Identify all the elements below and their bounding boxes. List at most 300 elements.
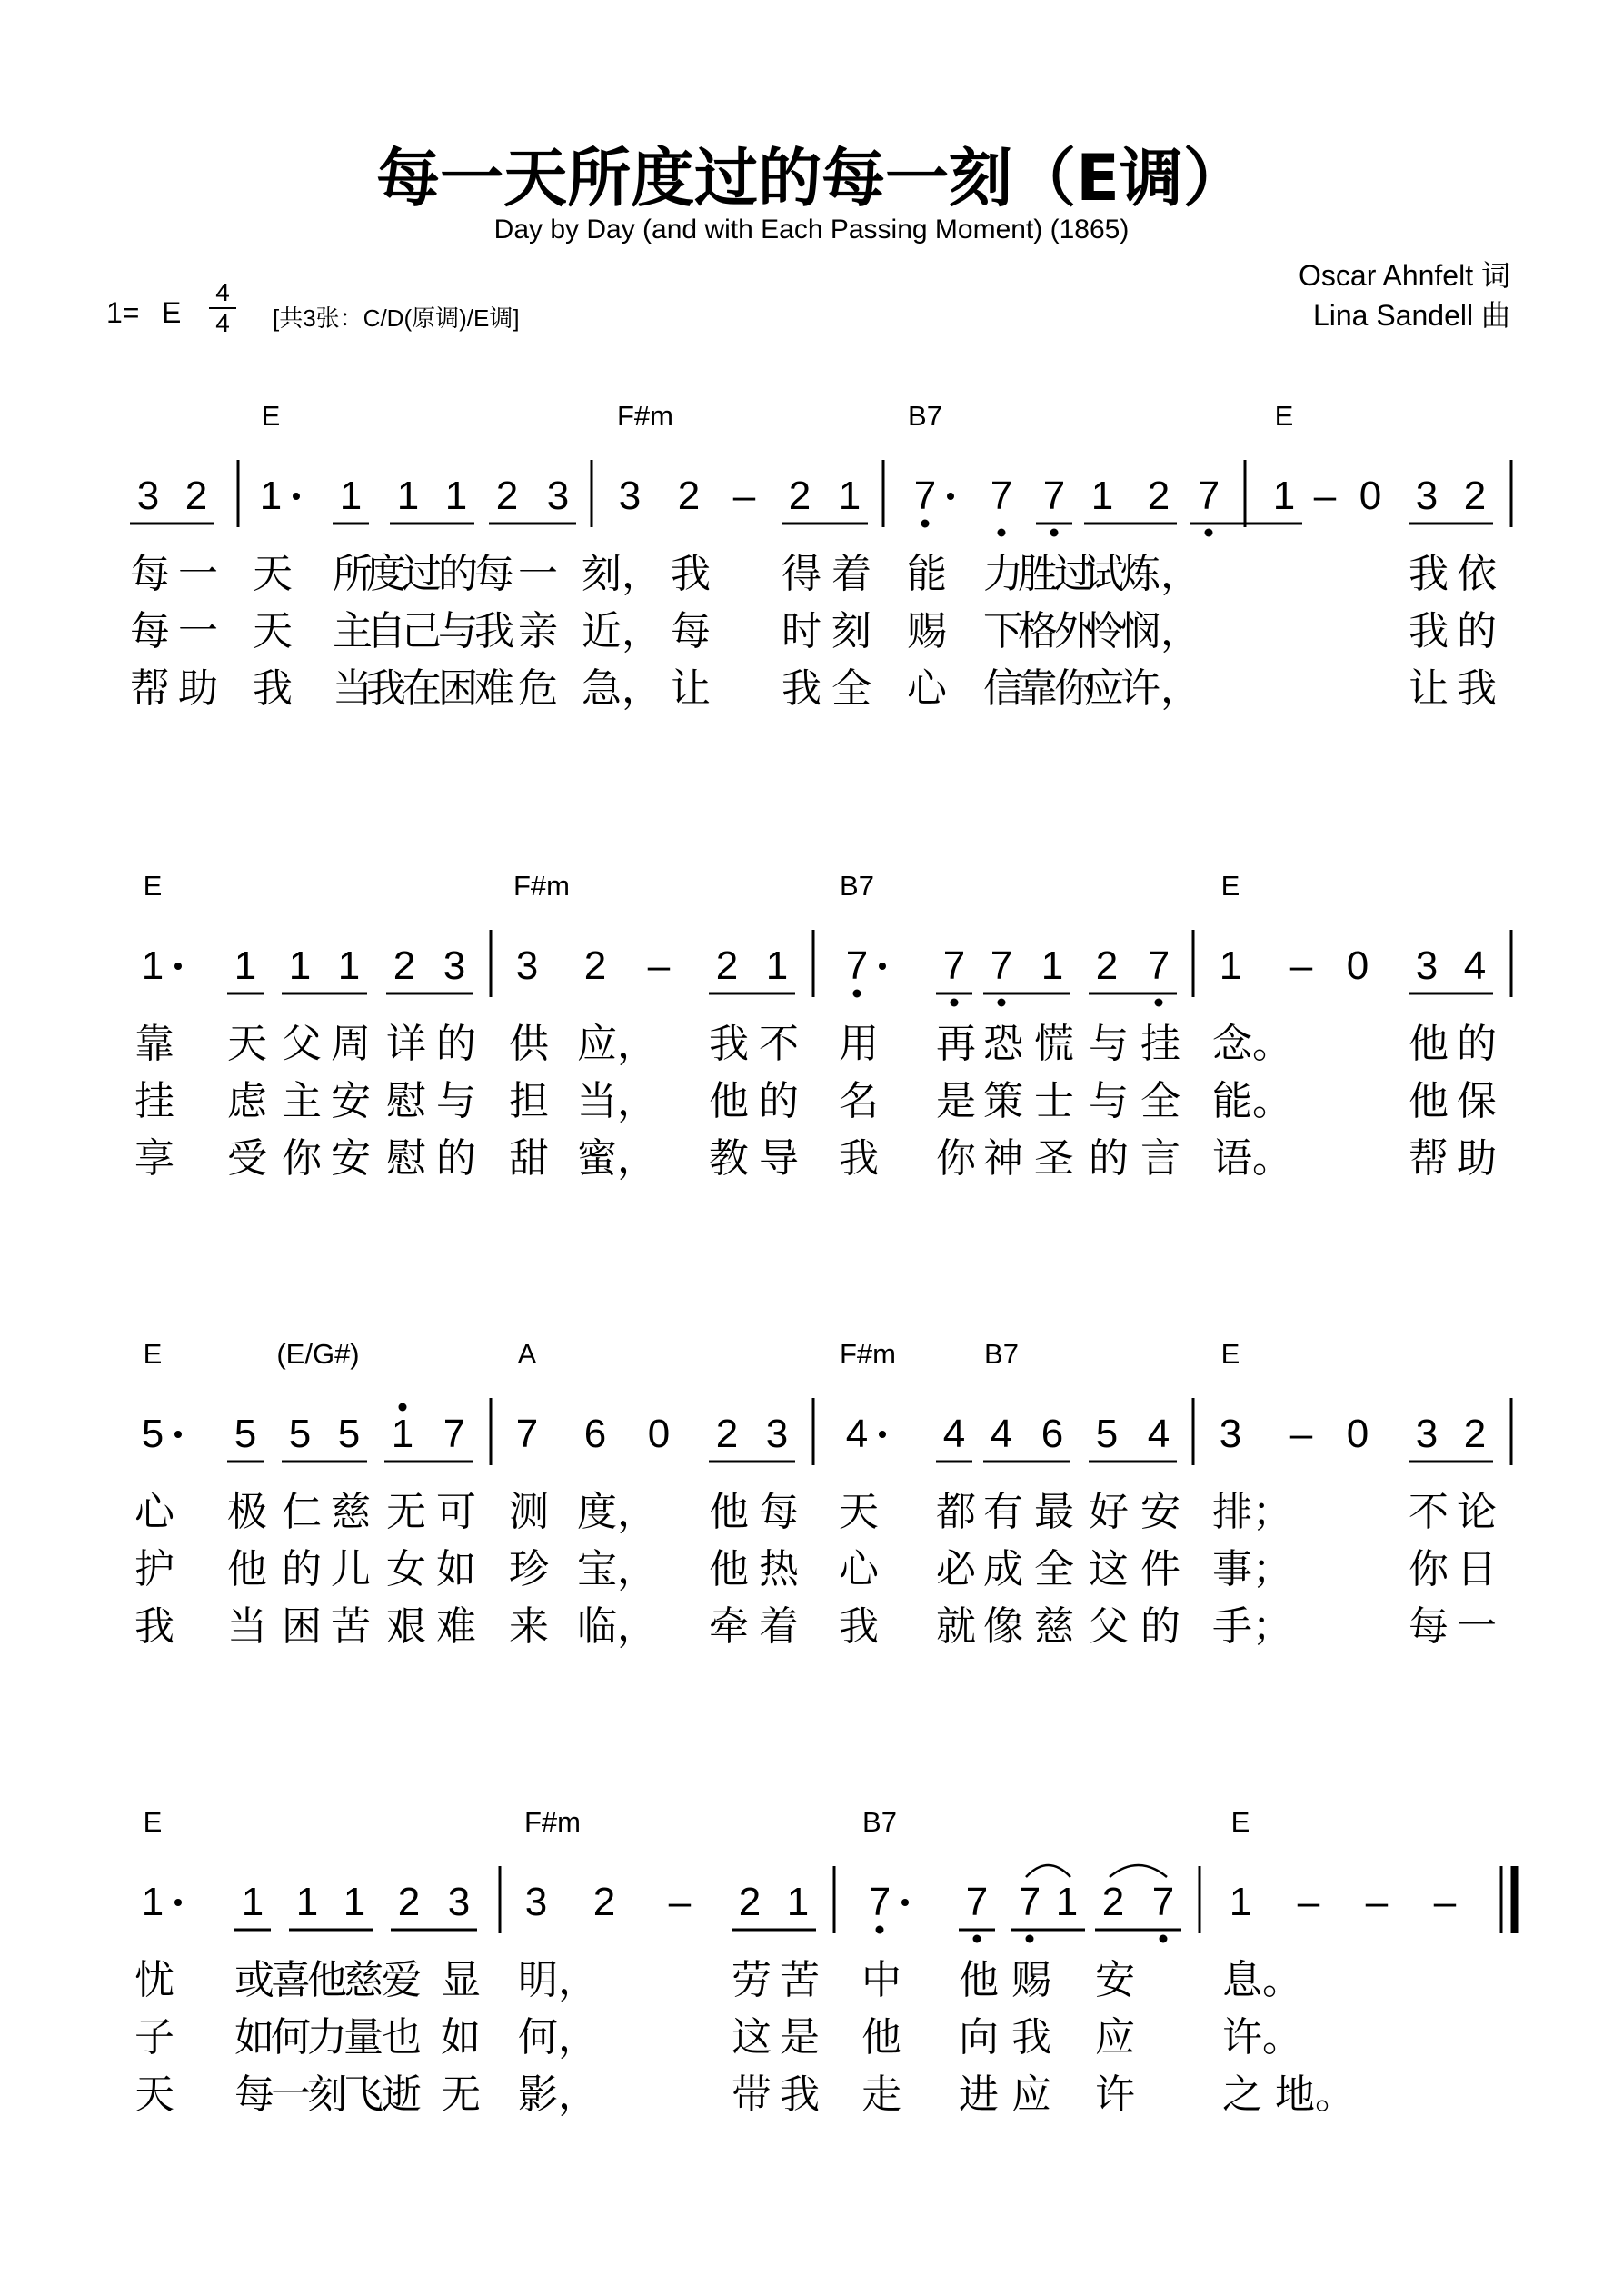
lyric-syllable: 是 (936, 1078, 976, 1124)
jianpu-note: 1 (786, 1880, 810, 1924)
lyric-syllable: 能。 (1212, 1078, 1292, 1124)
chord-symbol: F#m (617, 400, 673, 432)
dash-note: – (1289, 943, 1313, 988)
lyric-syllable: 让 (671, 665, 711, 712)
lyric-syllable: 导 (759, 1135, 799, 1182)
low-octave-dot (1050, 529, 1059, 537)
lyric-syllable: 日 (1457, 1546, 1497, 1592)
lyric-syllable: 全 (831, 665, 871, 712)
lyric-syllable: 好 (1089, 1489, 1129, 1535)
lyric-syllable: 我 (671, 551, 711, 597)
lyric-syllable: 我 (366, 665, 406, 712)
lyric-syllable: 言 (1140, 1135, 1180, 1182)
jianpu-note: 1 (1272, 474, 1296, 518)
lyric-syllable: 手； (1212, 1603, 1292, 1650)
lyric-syllable: 你 (1409, 1546, 1449, 1592)
lyric-syllable: 供 (509, 1021, 549, 1067)
jianpu-note: 7 (1197, 474, 1220, 518)
jianpu-note: 7 (515, 1412, 539, 1456)
lyric-syllable: 格 (1018, 608, 1058, 654)
lyric-syllable: 劳 (732, 1957, 772, 2003)
lyric-syllable: 热 (759, 1546, 799, 1592)
lyric-syllable: 我 (839, 1135, 879, 1182)
lyric-syllable: 护 (134, 1546, 174, 1592)
jianpu-note: 1 (259, 474, 283, 518)
lyric-syllable: 度 (366, 551, 406, 597)
lyric-syllable: 教 (709, 1135, 749, 1182)
lyric-syllable: 女 (386, 1546, 426, 1592)
jianpu-note: 7 (845, 943, 869, 988)
lyric-syllable: 爱 (382, 1957, 422, 2003)
lyric-syllable: 是 (780, 2014, 820, 2061)
jianpu-note: 1 (339, 474, 363, 518)
lyric-syllable: 慈 (344, 1957, 383, 2003)
lyric-syllable: 难 (474, 665, 514, 712)
lyric-syllable: 语。 (1212, 1135, 1292, 1182)
lyric-syllable: 急， (582, 665, 662, 712)
augmentation-dot (879, 963, 886, 970)
low-octave-dot (998, 999, 1006, 1007)
lyric-syllable: 这 (732, 2014, 772, 2061)
jianpu-note: 5 (337, 1412, 361, 1456)
augmentation-dot (174, 963, 182, 970)
augmentation-dot (947, 493, 954, 500)
jianpu-note: 2 (397, 1880, 421, 1924)
lyric-syllable: 中 (861, 1957, 901, 2003)
lyric-syllable: 苦 (331, 1603, 371, 1650)
lyric-syllable: 让 (1409, 665, 1449, 712)
lyric-syllable: 儿 (331, 1546, 371, 1592)
dash-note: – (1313, 474, 1337, 518)
chord-symbol: E (143, 870, 163, 902)
lyric-syllable: 我 (134, 1603, 174, 1650)
lyric-syllable: 甜 (509, 1135, 549, 1182)
lyric-syllable: 过 (1054, 551, 1094, 597)
jianpu-note: 7 (443, 1412, 466, 1456)
lyric-syllable: 得 (782, 551, 821, 597)
lyric-syllable: 有 (983, 1489, 1023, 1535)
jianpu-note: 0 (1346, 1412, 1369, 1456)
jianpu-note: 7 (942, 943, 966, 988)
jianpu-note: 1 (141, 1880, 164, 1924)
lyric-syllable: 的 (1457, 608, 1497, 654)
lyric-syllable: 力 (983, 551, 1023, 597)
lyric-syllable: 再 (936, 1021, 976, 1067)
lyric-syllable: 许， (1120, 665, 1200, 712)
lyric-syllable: 他 (709, 1489, 749, 1535)
jianpu-note: 6 (583, 1412, 607, 1456)
dash-note: – (1297, 1880, 1320, 1924)
jianpu-note: 7 (1042, 474, 1066, 518)
lyricist-credit: Oscar Ahnfelt 词 (1299, 259, 1510, 292)
chord-symbol: E (1220, 870, 1240, 902)
lyric-syllable: 难 (436, 1603, 476, 1650)
jianpu-note: 3 (1219, 1412, 1242, 1456)
low-octave-dot (876, 1926, 884, 1934)
lyric-syllable: 一 (271, 2071, 311, 2118)
lyric-syllable: 挂 (134, 1078, 174, 1124)
jianpu-note: 1 (1055, 1880, 1079, 1924)
dash-note: – (732, 474, 756, 518)
lyric-syllable: 慰 (386, 1078, 426, 1124)
lyric-syllable: 天 (134, 2071, 174, 2118)
lyric-syllable: 极 (227, 1489, 267, 1535)
jianpu-note: 3 (618, 474, 642, 518)
jianpu-note: 2 (677, 474, 701, 518)
lyric-syllable: 当 (227, 1603, 267, 1650)
lyric-syllable: 赐 (1011, 1957, 1051, 2003)
jianpu-note: 7 (913, 474, 937, 518)
jianpu-note: 1 (1090, 474, 1114, 518)
chord-symbol: E (261, 400, 281, 432)
lyric-syllable: 就 (936, 1603, 976, 1650)
lyric-syllable: 一 (518, 551, 558, 597)
jianpu-note: 2 (495, 474, 519, 518)
lyric-syllable: 刻， (582, 551, 662, 597)
jianpu-note: 3 (546, 474, 570, 518)
lyric-syllable: 炼， (1120, 551, 1200, 597)
jianpu-note: 1 (141, 943, 164, 988)
jianpu-note: 3 (447, 1880, 471, 1924)
jianpu-note: 0 (647, 1412, 671, 1456)
jianpu-note: 1 (1229, 1880, 1252, 1924)
lyric-syllable: 主 (333, 608, 373, 654)
jianpu-note: 7 (965, 1880, 989, 1924)
jianpu-note: 2 (1095, 943, 1119, 988)
jianpu-note: 4 (1147, 1412, 1170, 1456)
lyric-syllable: 的 (1140, 1603, 1180, 1650)
jianpu-note: 1 (288, 943, 312, 988)
lyric-syllable: 珍 (509, 1546, 549, 1592)
lyric-syllable: 必 (936, 1546, 976, 1592)
jianpu-note: 2 (715, 943, 739, 988)
lyric-syllable: 慌 (1034, 1021, 1074, 1067)
lyric-syllable: 依 (1457, 551, 1497, 597)
lyric-syllable: 像 (983, 1603, 1023, 1650)
lyric-syllable: 慈 (1034, 1603, 1074, 1650)
lyric-syllable: 用 (839, 1021, 879, 1067)
lyric-syllable: 全 (1140, 1078, 1180, 1124)
lyric-syllable: 圣 (1034, 1135, 1074, 1182)
lyric-syllable: 每 (474, 551, 514, 597)
lyric-syllable: 我 (782, 665, 821, 712)
lyric-syllable: 艰 (386, 1603, 426, 1650)
lyric-syllable: 的 (1457, 1021, 1497, 1067)
lyric-syllable: 成 (983, 1546, 1023, 1592)
tie-arc (1110, 1865, 1167, 1877)
lyric-syllable: 每 (130, 608, 170, 654)
key-note: [共3张：C/D(原调)/E调] (273, 304, 520, 332)
jianpu-note: 2 (393, 943, 416, 988)
lyric-syllable: 的 (1089, 1135, 1129, 1182)
lyric-syllable: 靠 (1018, 665, 1058, 712)
lyric-syllable: 我 (253, 665, 293, 712)
low-octave-dot (921, 520, 930, 528)
lyric-syllable: 论 (1457, 1489, 1497, 1535)
lyric-syllable: 挂 (1140, 1021, 1180, 1067)
lyric-syllable: 怜 (1084, 608, 1124, 654)
lyric-syllable: 着 (831, 551, 871, 597)
lyric-syllable: 能 (907, 551, 947, 597)
lyric-syllable: 都 (936, 1489, 976, 1535)
chord-symbol: F#m (513, 870, 570, 902)
lyric-syllable: 每 (234, 2071, 274, 2118)
jianpu-note: 5 (234, 1412, 257, 1456)
lyric-syllable: 念。 (1212, 1021, 1292, 1067)
composer-credit: Lina Sandell 曲 (1312, 299, 1510, 332)
lyric-syllable: 你 (1054, 665, 1094, 712)
lyric-syllable: 策 (983, 1078, 1023, 1124)
lyric-syllable: 安 (1140, 1489, 1180, 1535)
lyric-syllable: 安 (331, 1078, 371, 1124)
lyric-syllable: 助 (178, 665, 218, 712)
jianpu-note: 1 (396, 474, 420, 518)
jianpu-note: 3 (765, 1412, 789, 1456)
lyric-syllable: 向 (959, 2014, 999, 2061)
lyric-syllable: 影， (518, 2071, 598, 2118)
chord-symbol: E (143, 1806, 163, 1838)
jianpu-note: 7 (1147, 943, 1170, 988)
lyric-syllable: 的 (436, 1021, 476, 1067)
lyric-syllable: 他 (959, 1957, 999, 2003)
lyric-syllable: 一 (1457, 1603, 1497, 1650)
lyric-syllable: 心 (839, 1546, 879, 1592)
lyric-syllable: 当， (577, 1078, 657, 1124)
jianpu-note: 6 (1041, 1412, 1064, 1456)
jianpu-note: 1 (234, 943, 257, 988)
lyric-syllable: 每 (759, 1489, 799, 1535)
augmentation-dot (901, 1899, 909, 1906)
lyric-syllable: 无 (441, 2071, 481, 2118)
lyric-syllable: 忧 (134, 1957, 174, 2003)
lyric-syllable: 与 (438, 608, 478, 654)
lyric-syllable: 神 (983, 1135, 1023, 1182)
jianpu-note: 1 (295, 1880, 319, 1924)
lyric-syllable: 飞 (344, 2071, 383, 2118)
lyric-syllable: 喜 (271, 1957, 311, 2003)
lyric-syllable: 进 (959, 2071, 999, 2118)
jianpu-note: 5 (288, 1412, 312, 1456)
chord-symbol: B7 (984, 1338, 1019, 1370)
lyric-syllable: 刻 (307, 2071, 347, 2118)
lyric-syllable: 如 (436, 1546, 476, 1592)
dash-note: – (668, 1880, 692, 1924)
low-octave-dot (1205, 529, 1213, 537)
jianpu-note: 2 (1101, 1880, 1125, 1924)
chord-symbol: B7 (908, 400, 942, 432)
jianpu-note: 2 (1463, 1412, 1487, 1456)
jianpu-note: 2 (1463, 474, 1487, 518)
lyric-syllable: 当 (333, 665, 373, 712)
lyric-syllable: 之 地。 (1222, 2071, 1355, 2118)
lyric-syllable: 许。 (1222, 2014, 1302, 2061)
lyric-syllable: 苦 (780, 1957, 820, 2003)
jianpu-note: 7 (868, 1880, 891, 1924)
lyric-syllable: 他 (861, 2014, 901, 2061)
lyric-syllable: 困 (438, 665, 478, 712)
lyric-syllable: 助 (1457, 1135, 1497, 1182)
lyric-syllable: 所 (333, 551, 373, 597)
lyric-syllable: 帮 (1409, 1135, 1449, 1182)
lyric-syllable: 天 (253, 551, 293, 597)
lyric-syllable: 这 (1089, 1546, 1129, 1592)
lyric-syllable: 全 (1034, 1546, 1074, 1592)
chord-symbol: B7 (862, 1806, 897, 1838)
lyric-syllable: 在 (402, 665, 442, 712)
jianpu-note: 2 (788, 474, 812, 518)
dash-note: – (1433, 1880, 1457, 1924)
jianpu-note: 5 (141, 1412, 164, 1456)
lyric-syllable: 保 (1457, 1078, 1497, 1124)
jianpu-note: 1 (1219, 943, 1242, 988)
lyric-syllable: 也 (382, 2014, 422, 2061)
jianpu-note: 3 (524, 1880, 548, 1924)
lyric-syllable: 安 (331, 1135, 371, 1182)
lyric-syllable: 我 (1011, 2014, 1051, 2061)
lyric-syllable: 件 (1140, 1546, 1180, 1592)
chord-symbol: B7 (840, 870, 874, 902)
lyric-syllable: 亲 (518, 608, 558, 654)
lyric-syllable: 量 (344, 2014, 383, 2061)
lyric-syllable: 逝 (382, 2071, 422, 2118)
lyric-syllable: 应 (1095, 2014, 1135, 2061)
song-title: 每一天所度过的每一刻（E调） (376, 141, 1247, 215)
lyric-syllable: 蜜， (577, 1135, 657, 1182)
lyric-syllable: 下 (983, 608, 1023, 654)
lyric-syllable: 虑 (227, 1078, 267, 1124)
lyric-syllable: 度， (577, 1489, 657, 1535)
jianpu-note: 4 (990, 1412, 1013, 1456)
jianpu-note: 3 (1415, 943, 1439, 988)
lyric-syllable: 我 (1409, 551, 1449, 597)
lyric-syllable: 他 (709, 1078, 749, 1124)
jianpu-note: 3 (515, 943, 539, 988)
time-signature-bottom: 4 (215, 309, 230, 337)
lyric-syllable: 他 (1409, 1078, 1449, 1124)
jianpu-note: 7 (1018, 1880, 1041, 1924)
lyric-syllable: 信 (983, 665, 1023, 712)
lyric-syllable: 天 (253, 608, 293, 654)
lyric-syllable: 临， (577, 1603, 657, 1650)
lyric-syllable: 我 (1457, 665, 1497, 712)
jianpu-note: 3 (443, 943, 466, 988)
lyric-syllable: 外 (1054, 608, 1094, 654)
lyric-syllable: 与 (1089, 1078, 1129, 1124)
jianpu-note: 2 (592, 1880, 616, 1924)
lyric-syllable: 排； (1212, 1489, 1292, 1535)
augmentation-dot (174, 1899, 182, 1906)
jianpu-note: 1 (337, 943, 361, 988)
low-octave-dot (951, 999, 959, 1007)
key-name: E (162, 296, 182, 329)
lyric-syllable: 心 (907, 665, 947, 712)
jianpu-note: 1 (838, 474, 861, 518)
lyric-syllable: 每 (130, 551, 170, 597)
jianpu-note: 1 (241, 1880, 264, 1924)
lyric-syllable: 走 (861, 2071, 901, 2118)
lyric-syllable: 与 (436, 1078, 476, 1124)
lyric-syllable: 可 (436, 1489, 476, 1535)
augmentation-dot (293, 493, 300, 500)
lyric-syllable: 应， (577, 1021, 657, 1067)
jianpu-note: 2 (1147, 474, 1170, 518)
chord-symbol: F#m (840, 1338, 896, 1370)
lyric-syllable: 悯， (1120, 608, 1200, 654)
low-octave-dot (853, 990, 861, 998)
lyric-syllable: 时 (782, 608, 821, 654)
dash-note: – (1289, 1412, 1313, 1456)
lyric-syllable: 我 (709, 1021, 749, 1067)
time-signature-top: 4 (215, 278, 230, 306)
lyric-syllable: 何 (271, 2014, 311, 2061)
lyric-syllable: 赐 (907, 608, 947, 654)
lyric-syllable: 我 (474, 608, 514, 654)
lyric-syllable: 天 (839, 1489, 879, 1535)
jianpu-note: 1 (765, 943, 789, 988)
lyric-syllable: 带 (732, 2071, 772, 2118)
lyric-syllable: 你 (936, 1135, 976, 1182)
lyric-syllable: 无 (386, 1489, 426, 1535)
lyric-syllable: 慰 (386, 1135, 426, 1182)
lyric-syllable: 担 (509, 1078, 549, 1124)
jianpu-note: 2 (583, 943, 607, 988)
lyric-syllable: 帮 (130, 665, 170, 712)
low-octave-dot (1160, 1935, 1168, 1943)
lyric-syllable: 父 (1089, 1603, 1129, 1650)
lyric-syllable: 过 (402, 551, 442, 597)
lyric-syllable: 的 (282, 1546, 322, 1592)
lyric-syllable: 如 (441, 2014, 481, 2061)
lyric-syllable: 测 (509, 1489, 549, 1535)
lyric-syllable: 不 (1409, 1489, 1449, 1535)
lyric-syllable: 与 (1089, 1021, 1129, 1067)
lyric-syllable: 危 (518, 665, 558, 712)
lyric-syllable: 你 (282, 1135, 322, 1182)
tie-arc (1026, 1865, 1070, 1877)
jianpu-note: 1 (444, 474, 468, 518)
lyric-syllable: 慈 (331, 1489, 371, 1535)
chord-symbol: (E/G#) (276, 1338, 360, 1370)
jianpu-note: 0 (1346, 943, 1369, 988)
jianpu-note: 2 (184, 474, 208, 518)
jianpu-note: 3 (1415, 474, 1439, 518)
lyric-syllable: 的 (436, 1135, 476, 1182)
lyric-syllable: 自 (366, 608, 406, 654)
lyric-syllable: 不 (759, 1021, 799, 1067)
lyric-syllable: 靠 (134, 1021, 174, 1067)
lyric-syllable: 一 (178, 608, 218, 654)
lyric-syllable: 牵 (709, 1603, 749, 1650)
dash-note: – (647, 943, 671, 988)
lyric-syllable: 恐 (983, 1021, 1023, 1067)
lyric-syllable: 父 (282, 1021, 322, 1067)
lyric-syllable: 事； (1212, 1546, 1292, 1592)
lyric-syllable: 的 (438, 551, 478, 597)
low-octave-dot (998, 529, 1006, 537)
lyric-syllable: 刻 (831, 608, 871, 654)
lyric-syllable: 己 (402, 608, 442, 654)
jianpu-note: 4 (1463, 943, 1487, 988)
low-octave-dot (973, 1935, 981, 1943)
lyric-syllable: 每 (1409, 1603, 1449, 1650)
lyric-syllable: 我 (780, 2071, 820, 2118)
jianpu-note: 2 (715, 1412, 739, 1456)
lyric-syllable: 一 (178, 551, 218, 597)
lyric-syllable: 许 (1095, 2071, 1135, 2118)
augmentation-dot (174, 1431, 182, 1438)
lyric-syllable: 享 (134, 1135, 174, 1182)
dash-note: – (1365, 1880, 1389, 1924)
